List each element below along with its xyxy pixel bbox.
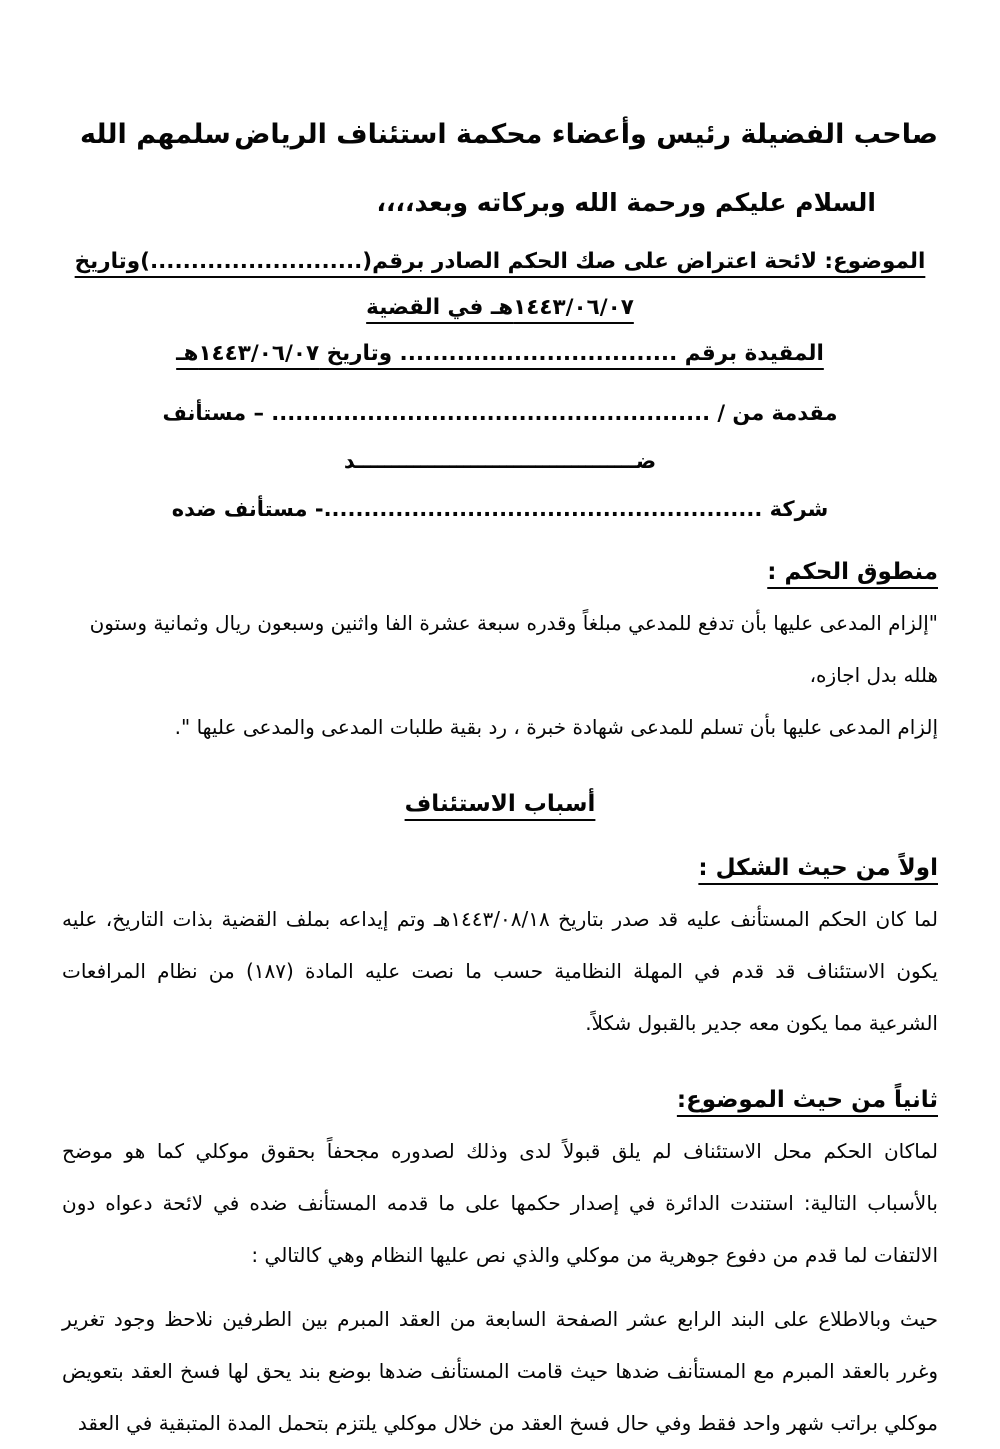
versus-word: ضـــــــــــــــــــــــــــــــــــــــد	[343, 449, 657, 474]
form-section-heading	[62, 855, 938, 881]
addressee-title: صاحب الفضيلة رئيس وأعضاء محكمة استئناف الرياض	[234, 119, 938, 150]
merits-paragraph-2: حيث وبالاطلاع على البند الرابع عشر الصفحة السابعة من العقد المبرم بين الطرفين نلاحظ وجود تغرير وغرر بالعقد المبرم مع المستأنف ضدها حيث قامت المستأنف ضدها بوضع بند يحق لها فسخ العقد بتعويض موكلي براتب شهر واحد فقط وفي حال فسخ العقد من خلال موكلي يلتزم بتحمل المدة المتبقية في العقد	[62, 1307, 938, 1436]
verdict-paragraph	[62, 597, 938, 753]
parties-block	[62, 401, 938, 521]
appeal-reasons-heading-text: أسباب الاستئناف	[404, 791, 596, 818]
addressee-blessing: سلمهم الله	[80, 119, 231, 150]
appellee-line: شركة .......................................................- مستأنف ضده	[171, 497, 829, 522]
merits-section-heading	[62, 1087, 938, 1113]
merits-paragraph-1: لماكان الحكم محل الاستئناف لم يلق قبولاً لدى وذلك لصدوره مجحفاً بحقوق موكلي كما هو موضح بالأسباب التالية: استندت الدائرة في إصدار حكمها على ما قدمه المستأنف ضده في لائحة دعواه دون الالتفات لما قدم من دفوع جوهرية من موكلي والذي نص عليها النظام وهي كالتالي :	[62, 1139, 938, 1268]
appeal-reasons-heading	[62, 791, 938, 817]
subject-block	[62, 239, 938, 378]
verdict-heading-text: منطوق الحكم :	[767, 559, 938, 586]
merits-section-heading-text: ثانياً من حيث الموضوع:	[676, 1087, 938, 1114]
verdict-heading	[62, 559, 938, 585]
form-section-heading-text: اولاً من حيث الشكل :	[698, 855, 938, 882]
document-header	[62, 116, 938, 154]
form-section-paragraph: لما كان الحكم المستأنف عليه قد صدر بتاريخ ١٤٤٣/٠٨/١٨هـ وتم إيداعه بملف القضية بذات التاريخ، عليه يكون الاستئناف قد قدم في المهلة النظامية حسب ما نصت عليه المادة (١٨٧) من نظام المرافعات الشرعية مما يكون معه جدير بالقبول شكلاً.	[62, 907, 939, 1036]
subject-line-2: المقيدة برقم .................................. وتاريخ ١٤٤٣/٠٦/٠٧هـ	[176, 341, 824, 367]
verdict-line-1: "إلزام المدعى عليها بأن تدفع للمدعي مبلغاً وقدره سبعة عشرة الفا واثنين وسبعون ريال وثمانية وستون هلله بدل اجازه،	[89, 611, 938, 688]
subject-line-1: الموضوع: لائحة اعتراض على صك الحكم الصادر برقم(..........................)وتاريخ ١٤٤٣/٠٦/٠٧هـ في القضية	[74, 248, 926, 321]
verdict-line-2: إلزام المدعى عليها بأن تسلم للمدعى شهادة خبرة ، رد بقية طلبات المدعى والمدعى عليها ".	[174, 715, 938, 740]
greeting-line: السلام عليكم ورحمة الله وبركاته وبعد،،،،	[376, 187, 876, 217]
appellant-line: مقدمة من / ....................................................... – مستأنف	[162, 401, 838, 426]
